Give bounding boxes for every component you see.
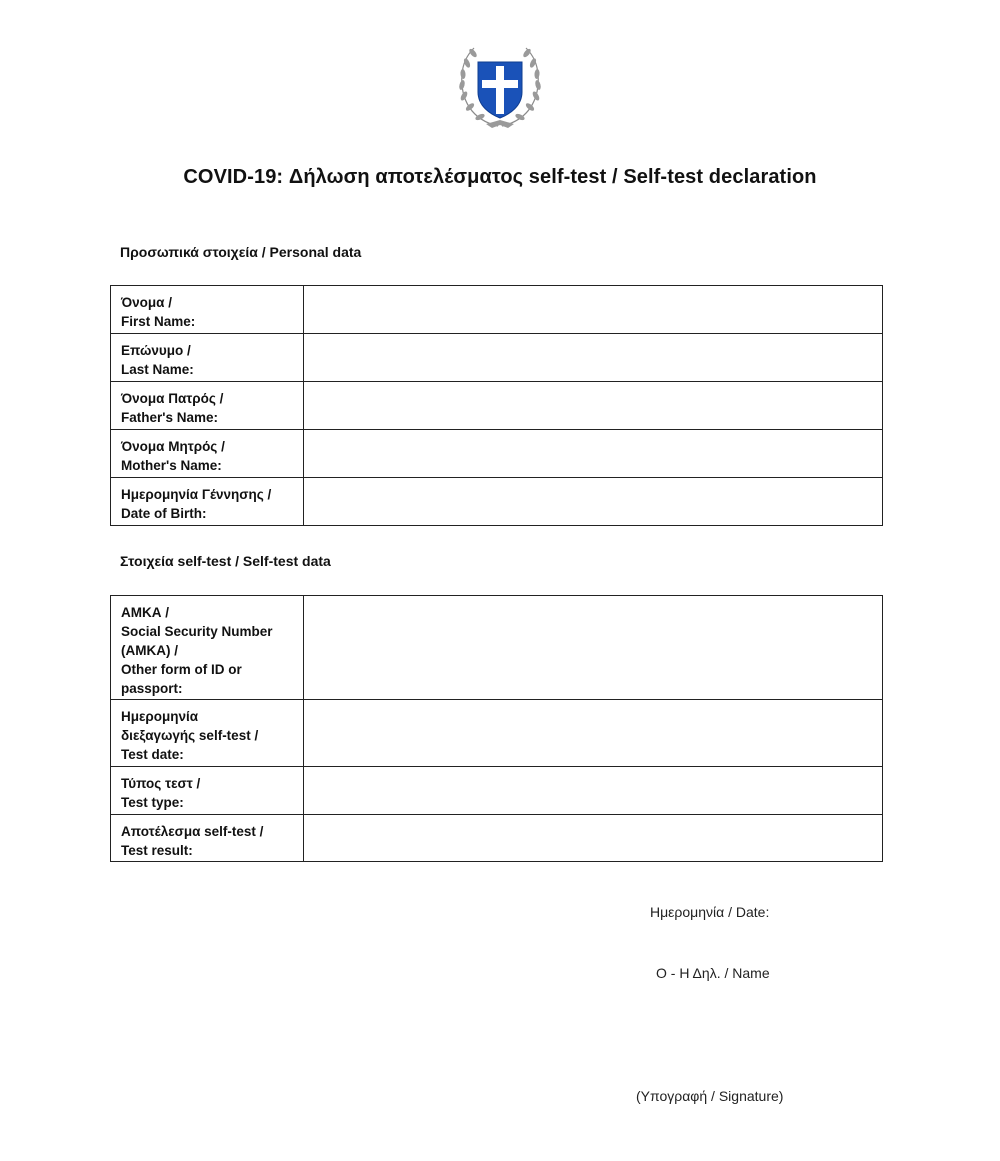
selftest-data-heading: Στοιχεία self-test / Self-test data <box>120 553 331 569</box>
date-of-birth-label: Ημερομηνία Γέννησης / Date of Birth: <box>111 478 304 526</box>
table-row <box>111 430 883 478</box>
table-row <box>111 767 883 815</box>
amka-field[interactable] <box>304 596 883 700</box>
table-row <box>111 700 883 767</box>
selftest-data-table <box>110 595 883 862</box>
greek-coat-of-arms-icon <box>452 40 548 132</box>
mothers-name-field[interactable] <box>304 430 883 478</box>
table-row <box>111 286 883 334</box>
test-date-field[interactable] <box>304 700 883 767</box>
first-name-label: Όνομα / First Name: <box>111 286 304 334</box>
signature-label: (Υπογραφή / Signature) <box>636 1088 784 1104</box>
mothers-name-label: Όνομα Μητρός / Mother's Name: <box>111 430 304 478</box>
table-row <box>111 478 883 526</box>
test-type-field[interactable] <box>304 767 883 815</box>
test-type-label: Τύπος τεστ / Test type: <box>111 767 304 815</box>
amka-label: ΑΜΚΑ / Social Security Number (AMKA) / Other form of ID or passport: <box>111 596 304 700</box>
first-name-field[interactable] <box>304 286 883 334</box>
personal-data-table <box>110 285 883 526</box>
table-row <box>111 382 883 430</box>
last-name-label: Επώνυμο / Last Name: <box>111 334 304 382</box>
test-result-field[interactable] <box>304 815 883 862</box>
personal-data-heading: Προσωπικά στοιχεία / Personal data <box>120 244 362 260</box>
table-row <box>111 815 883 862</box>
date-label: Ημερομηνία / Date: <box>650 904 770 920</box>
table-row <box>111 334 883 382</box>
declarant-name-label: Ο - Η Δηλ. / Name <box>656 965 770 981</box>
fathers-name-field[interactable] <box>304 382 883 430</box>
table-row <box>111 596 883 700</box>
document-title: COVID-19: Δήλωση αποτελέσματος self-test / Self-test declaration <box>183 166 817 188</box>
test-date-label: Ημερομηνία διεξαγωγής self-test / Test date: <box>111 700 304 767</box>
test-result-label: Αποτέλεσμα self-test / Test result: <box>111 815 304 862</box>
last-name-field[interactable] <box>304 334 883 382</box>
date-of-birth-field[interactable] <box>304 478 883 526</box>
fathers-name-label: Όνομα Πατρός / Father's Name: <box>111 382 304 430</box>
